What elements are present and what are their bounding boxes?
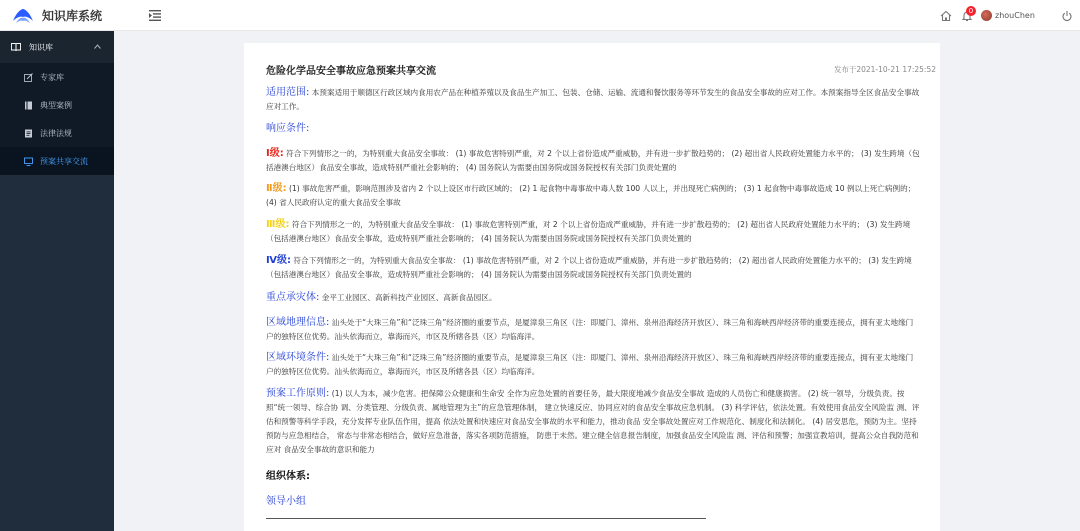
monitor-icon <box>24 157 33 166</box>
section-level-2 <box>266 182 920 210</box>
level-1-text: 符合下列情形之一的，为特别重大食品安全事故： (1) 事故危害特别严重，对 2 个以上省份造成严重威胁，并有进一步扩散趋势的； (2) 超出省人民政府处置能力水平的； (3) 发生跨境（包括港澳台地区）食品安全事故，造成特别严重社会影响的； (4) 国务院认为需要由国务院或国务院授权有关部门负责处置的 <box>266 149 920 172</box>
level-2-heading: Ⅱ级: <box>266 183 287 194</box>
sidebar-item-laws[interactable] <box>0 119 114 147</box>
section-carrier <box>266 291 920 305</box>
principles-heading: 预案工作原则: <box>266 388 330 399</box>
divider <box>266 518 706 519</box>
level-3-heading: Ⅲ级: <box>266 219 290 230</box>
section-level-3 <box>266 218 920 246</box>
notification-badge: 0 <box>966 6 976 16</box>
level-3-text: 符合下列情形之一的，为特别重大食品安全事故： (1) 事故危害特别严重，对 2 个以上省份造成严重威胁，并有进一步扩散趋势的； (2) 超出省人民政府处置能力水平的； (3) 发生跨境（包括港澳台地区）食品安全事故，造成特别严重社会影响的； (4) 国务院认为需要由国务院或国务院授权有关部门负责处置的 <box>266 220 911 243</box>
env-text: 汕头处于“大珠三角”和“泛珠三角”经济圈的重要节点，是厦漳泉三角区（注：即厦门、漳州、泉州沿海经济开放区）、珠三角和海峡西岸经济带的重要连接点，拥有亚太地缘门户的独特区位优势。汕头依海而立，靠海而兴，市区及所辖各县（区）均临海洋。 <box>266 353 914 376</box>
article-title: 危险化学品安全事故应急预案共享交流 <box>266 66 436 77</box>
level-1-heading: Ⅰ级: <box>266 148 284 159</box>
section-principles <box>266 387 920 457</box>
menu-toggle-icon[interactable] <box>149 10 161 21</box>
conditions-heading: 响应条件: <box>266 123 310 134</box>
app-title: 知识库系统 <box>42 9 103 23</box>
principles-text: (1) 以人为本，减少危害。把保障公众健康和生命安 全作为应急处置的首要任务，最大限度地减少食品安全事故 造成的人员伤亡和健康损害。 (2) 统一领导，分级负责。按照“统一领导、综合协 调、分类管理、分级负责、属地管理为主”的应急管理体制， 建立快速反应、协同应对的食品安全事故应急机制。 (3) 科学评估，依法处置。有效使用食品安全风险监 测、评估和预警等科学手段，充分发挥专业队伍作用，提高 依法处置和快速应对食品安全事故的水平和能力，推动食品 安全事故处置应对工作规范化、制度化和法制化。 (4) 居安思危，预防为主。坚持预防与应急相结合， 常态与非常态相结合，做好应急准备，落实各项防范措施， 防患于未然。建立健全信息报告制度，加强食品安全风险监 测、评估和预警；加强宣教培训，提高公众自我防范和应对 食品安全事故的意识和能力 <box>266 389 920 454</box>
org-heading: 组织体系: <box>266 471 310 482</box>
section-level-4 <box>266 254 920 282</box>
logo-icon <box>12 8 34 24</box>
book-open-icon <box>11 42 21 52</box>
section-conditions <box>266 122 920 136</box>
geo-heading: 区域地理信息: <box>266 317 330 328</box>
section-env <box>266 351 920 379</box>
sidebar <box>0 31 114 531</box>
home-icon[interactable] <box>940 10 952 22</box>
geo-text: 汕头处于“大珠三角”和“泛珠三角”经济圈的重要节点，是厦漳泉三角区（注：即厦门、漳州、泉州沿海经济开放区）、珠三角和海峡西岸经济带的重要连接点，拥有亚太地缘门户的独特区位优势。汕头依海而立，靠海而兴，市区及所辖各县（区）均临海洋。 <box>266 318 914 341</box>
logo-area[interactable] <box>0 0 114 31</box>
level-4-text: 符合下列情形之一的，为特别重大食品安全事故： (1) 事故危害特别严重，对 2 个以上省份造成严重威胁，并有进一步扩散趋势的； (2) 超出省人民政府处置能力水平的； (3) 发生跨境（包括港澳台地区）食品安全事故，造成特别严重社会影响的； (4) 国务院认为需要由国务院或国务院授权有关部门负责处置的 <box>266 256 912 279</box>
sidebar-item-label: 典型案例 <box>40 100 72 110</box>
carrier-heading: 重点承灾体: <box>266 292 320 303</box>
carrier-text: 金平工业园区、高新科技产业园区、高新食品园区。 <box>321 293 497 302</box>
content-panel <box>244 43 940 531</box>
section-org <box>266 470 920 484</box>
sidebar-group-knowledge[interactable] <box>0 31 114 63</box>
section-scope <box>266 86 920 114</box>
sidebar-item-experts[interactable] <box>0 63 114 91</box>
section-geo <box>266 316 920 344</box>
level-4-heading: Ⅳ级: <box>266 255 291 266</box>
sidebar-item-label: 专家库 <box>40 72 64 82</box>
sidebar-item-plan-sharing[interactable] <box>0 147 114 175</box>
avatar[interactable] <box>981 10 992 21</box>
power-icon[interactable] <box>1061 10 1073 22</box>
sidebar-group-label: 知识库 <box>29 42 53 52</box>
leader-group-heading: 领导小组 <box>266 496 306 507</box>
section-level-1 <box>266 147 920 175</box>
username[interactable]: zhouChen <box>995 11 1035 20</box>
sidebar-item-cases[interactable] <box>0 91 114 119</box>
book-icon <box>24 101 33 110</box>
scope-text: 本预案适用于顺德区行政区域内食用农产品在种植养殖以及食品生产加工、包装、仓储、运输、流通和餐饮服务等环节发生的食品安全事故的应对工作。本预案指导全区食品安全事故应对工作。 <box>266 88 920 111</box>
document-icon <box>24 129 33 138</box>
edit-icon <box>24 73 33 82</box>
scope-heading: 适用范围: <box>266 87 310 98</box>
env-heading: 区域环境条件: <box>266 352 330 363</box>
level-2-text: (1) 事故危害严重，影响范围涉及省内 2 个以上设区市行政区域的； (2) 1 起食物中毒事故中毒人数 100 人以上，并出现死亡病例的； (3) 1 起食物中毒事故造成 10 例以上死亡病例的； (4) 省人民政府认定的重大食品安全事故 <box>266 184 916 207</box>
article-date: 发布于2021-10-21 17:25:52 <box>833 65 936 74</box>
top-bar <box>0 0 1080 31</box>
sidebar-item-label: 法律法规 <box>40 128 72 138</box>
section-leader <box>266 495 920 509</box>
sidebar-item-label: 预案共享交流 <box>40 156 88 166</box>
chevron-up-icon <box>94 44 101 49</box>
